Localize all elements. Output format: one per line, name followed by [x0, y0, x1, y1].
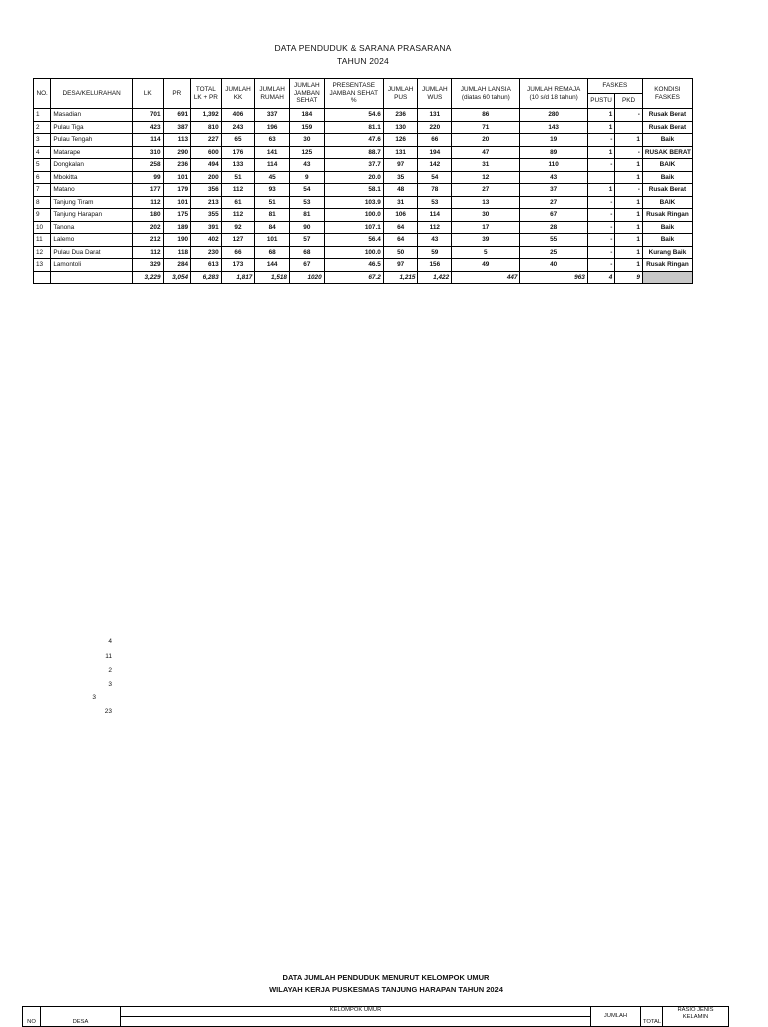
- cell-kk: 61: [221, 196, 255, 209]
- cell-pus: 130: [383, 121, 418, 134]
- cell-pkd: [615, 121, 643, 134]
- cell-rumah: 68: [255, 246, 290, 259]
- cell-pus: 236: [383, 109, 418, 122]
- stray-number: 2: [108, 667, 112, 674]
- cell-kondisi: Rusak Ringan: [642, 209, 692, 222]
- age-group-subheader: [121, 1017, 591, 1027]
- cell-total: 355: [191, 209, 222, 222]
- cell-jamban: 9: [289, 171, 324, 184]
- cell-desa: Tanona: [51, 221, 133, 234]
- cell-kk: 65: [221, 134, 255, 147]
- cell-lansia: 47: [452, 146, 520, 159]
- cell-remaja: 28: [520, 221, 587, 234]
- stray-number: 3: [92, 694, 96, 701]
- cell-kk: 112: [221, 184, 255, 197]
- cell-rumah: 196: [255, 121, 290, 134]
- header-faskes: FASKES: [587, 79, 642, 94]
- document-title: DATA PENDUDUK & SARANA PRASARANA: [274, 43, 452, 53]
- header-pkd: PKD: [615, 94, 643, 109]
- cell-no: 4: [34, 146, 51, 159]
- cell-kondisi: BAIK: [642, 159, 692, 172]
- cell-pustu: -: [587, 221, 615, 234]
- header-remaja: JUMLAH REMAJA (10 s/d 18 tahun): [520, 79, 587, 109]
- cell-pkd: 1: [615, 159, 643, 172]
- cell-wus: 194: [418, 146, 452, 159]
- stray-number: 11: [105, 653, 112, 660]
- cell-remaja: 143: [520, 121, 587, 134]
- cell-persen: 20.0: [324, 171, 383, 184]
- cell-rumah: 141: [255, 146, 290, 159]
- cell-pus: 97: [383, 259, 418, 272]
- cell-pr: 691: [163, 109, 191, 122]
- cell-jamban: 81: [289, 209, 324, 222]
- table-row: [34, 221, 693, 234]
- table-row: [34, 209, 693, 222]
- cell-rumah: 63: [255, 134, 290, 147]
- table-row: [34, 146, 693, 159]
- cell-remaja: 55: [520, 234, 587, 247]
- cell-jamban: 57: [289, 234, 324, 247]
- cell-pkd: 1: [615, 221, 643, 234]
- cell-desa: Matarape: [51, 146, 133, 159]
- cell-desa: Matano: [51, 184, 133, 197]
- cell-lk: 310: [132, 146, 163, 159]
- total-wus: 1,422: [418, 271, 452, 284]
- cell-wus: 131: [418, 109, 452, 122]
- cell-jamban: 30: [289, 134, 324, 147]
- cell-persen: 100.0: [324, 246, 383, 259]
- cell-lk: 423: [132, 121, 163, 134]
- cell-persen: 81.1: [324, 121, 383, 134]
- cell-pkd: -: [615, 109, 643, 122]
- cell-pustu: [587, 171, 615, 184]
- cell-pr: 101: [163, 171, 191, 184]
- cell-pr: 190: [163, 234, 191, 247]
- cell-pustu: 1: [587, 184, 615, 197]
- cell-total: 402: [191, 234, 222, 247]
- cell-total: 213: [191, 196, 222, 209]
- cell-lansia: 27: [452, 184, 520, 197]
- cell-lansia: 31: [452, 159, 520, 172]
- cell-lansia: 12: [452, 171, 520, 184]
- cell-pr: 175: [163, 209, 191, 222]
- cell-lk: 258: [132, 159, 163, 172]
- cell-kondisi: Rusak Ringan: [642, 259, 692, 272]
- total-pus: 1,215: [383, 271, 418, 284]
- header-jamban: JUMLAH JAMBAN SEHAT: [289, 79, 324, 109]
- cell-desa: Pulau Dua Darat: [51, 246, 133, 259]
- cell-pkd: 1: [615, 171, 643, 184]
- cell-persen: 107.1: [324, 221, 383, 234]
- cell-desa: Tanjung Harapan: [51, 209, 133, 222]
- cell-remaja: 43: [520, 171, 587, 184]
- cell-persen: 47.6: [324, 134, 383, 147]
- table-row: [34, 196, 693, 209]
- cell-total: 230: [191, 246, 222, 259]
- cell-remaja: 110: [520, 159, 587, 172]
- total-remaja: 963: [520, 271, 587, 284]
- cell-kk: 406: [221, 109, 255, 122]
- cell-pkd: 1: [615, 196, 643, 209]
- table-row: [34, 234, 693, 247]
- table-row: [34, 259, 693, 272]
- cell-kondisi: BAIK: [642, 196, 692, 209]
- cell-no: 1: [34, 109, 51, 122]
- section2-subtitle: WILAYAH KERJA PUSKESMAS TANJUNG HARAPAN TAHUN 2024: [269, 985, 503, 994]
- cell-pus: 106: [383, 209, 418, 222]
- stray-number: 4: [108, 638, 112, 645]
- cell-lansia: 17: [452, 221, 520, 234]
- cell-pustu: 1: [587, 146, 615, 159]
- cell-pustu: 1: [587, 109, 615, 122]
- cell-pus: 31: [383, 196, 418, 209]
- cell-desa: Mbokitta: [51, 171, 133, 184]
- cell-jamban: 54: [289, 184, 324, 197]
- stray-number: 3: [108, 681, 112, 688]
- cell-total: 810: [191, 121, 222, 134]
- cell-desa: Pulau Tiga: [51, 121, 133, 134]
- cell-pr: 290: [163, 146, 191, 159]
- cell-wus: 142: [418, 159, 452, 172]
- cell-jamban: 90: [289, 221, 324, 234]
- cell-persen: 54.6: [324, 109, 383, 122]
- cell-kk: 127: [221, 234, 255, 247]
- cell-persen: 58.1: [324, 184, 383, 197]
- age-header-total: TOTAL: [641, 1007, 663, 1027]
- cell-lansia: 86: [452, 109, 520, 122]
- cell-desa: Lamontoli: [51, 259, 133, 272]
- cell-total: 391: [191, 221, 222, 234]
- cell-lansia: 49: [452, 259, 520, 272]
- total-pkd: 9: [615, 271, 643, 284]
- table-row: [34, 121, 693, 134]
- cell-jamban: 67: [289, 259, 324, 272]
- header-total: TOTAL LK + PR: [191, 79, 222, 109]
- section2-title: DATA JUMLAH PENDUDUK MENURUT KELOMPOK UMUR: [282, 973, 490, 982]
- cell-lansia: 39: [452, 234, 520, 247]
- total-pr: 3,054: [163, 271, 191, 284]
- cell-jamban: 68: [289, 246, 324, 259]
- cell-rumah: 93: [255, 184, 290, 197]
- table-row: [34, 134, 693, 147]
- cell-jamban: 184: [289, 109, 324, 122]
- table-row: [34, 159, 693, 172]
- cell-pustu: -: [587, 196, 615, 209]
- population-table: [33, 78, 693, 284]
- cell-pkd: 1: [615, 234, 643, 247]
- cell-pustu: -: [587, 234, 615, 247]
- cell-kondisi: RUSAK BERAT: [642, 146, 692, 159]
- cell-wus: 43: [418, 234, 452, 247]
- cell-kondisi: Kurang Baik: [642, 246, 692, 259]
- cell-remaja: 40: [520, 259, 587, 272]
- cell-kk: 243: [221, 121, 255, 134]
- cell-lk: 99: [132, 171, 163, 184]
- cell-pustu: -: [587, 209, 615, 222]
- cell-remaja: 280: [520, 109, 587, 122]
- cell-jamban: 43: [289, 159, 324, 172]
- cell-rumah: 337: [255, 109, 290, 122]
- cell-jamban: 53: [289, 196, 324, 209]
- cell-remaja: 27: [520, 196, 587, 209]
- cell-rumah: 144: [255, 259, 290, 272]
- table-row: [34, 184, 693, 197]
- cell-desa: Masadian: [51, 109, 133, 122]
- header-pus: JUMLAH PUS: [383, 79, 418, 109]
- cell-pus: 126: [383, 134, 418, 147]
- total-persen: 67.2: [324, 271, 383, 284]
- cell-desa: Tanjung Tiram: [51, 196, 133, 209]
- total-lk: 3,229: [132, 271, 163, 284]
- total-lansia: 447: [452, 271, 520, 284]
- cell-pr: 101: [163, 196, 191, 209]
- cell-kk: 133: [221, 159, 255, 172]
- header-kk: JUMLAH KK: [221, 79, 255, 109]
- cell-pr: 118: [163, 246, 191, 259]
- cell-total: 1,392: [191, 109, 222, 122]
- cell-kk: 176: [221, 146, 255, 159]
- cell-lk: 177: [132, 184, 163, 197]
- document-year: TAHUN 2024: [337, 56, 389, 66]
- cell-rumah: 114: [255, 159, 290, 172]
- cell-kondisi: Rusak Berat: [642, 121, 692, 134]
- cell-jamban: 159: [289, 121, 324, 134]
- cell-pus: 48: [383, 184, 418, 197]
- age-header-desa: DESA: [41, 1007, 121, 1027]
- cell-no: 7: [34, 184, 51, 197]
- cell-pus: 131: [383, 146, 418, 159]
- total-kk: 1,817: [221, 271, 255, 284]
- total-rumah: 1,518: [255, 271, 290, 284]
- total-total: 6,283: [191, 271, 222, 284]
- cell-no: 11: [34, 234, 51, 247]
- header-pr: PR: [163, 79, 191, 109]
- age-header-rasio: RASIO JENIS KELAMIN: [663, 1007, 729, 1027]
- cell-jamban: 125: [289, 146, 324, 159]
- cell-total: 356: [191, 184, 222, 197]
- cell-remaja: 89: [520, 146, 587, 159]
- cell-rumah: 101: [255, 234, 290, 247]
- cell-remaja: 67: [520, 209, 587, 222]
- cell-total: 494: [191, 159, 222, 172]
- cell-no: 10: [34, 221, 51, 234]
- cell-pustu: -: [587, 159, 615, 172]
- cell-lk: 114: [132, 134, 163, 147]
- table-row: [34, 109, 693, 122]
- cell-persen: 56.4: [324, 234, 383, 247]
- cell-rumah: 81: [255, 209, 290, 222]
- total-pustu: 4: [587, 271, 615, 284]
- totals-row: [34, 271, 693, 284]
- cell-persen: 46.5: [324, 259, 383, 272]
- cell-wus: 53: [418, 196, 452, 209]
- cell-pus: 35: [383, 171, 418, 184]
- table-row: [34, 246, 693, 259]
- cell-pus: 97: [383, 159, 418, 172]
- cell-no: 12: [34, 246, 51, 259]
- cell-no: 5: [34, 159, 51, 172]
- cell-kondisi: Baik: [642, 234, 692, 247]
- cell-no: 2: [34, 121, 51, 134]
- cell-wus: 59: [418, 246, 452, 259]
- cell-pustu: 1: [587, 121, 615, 134]
- age-header-kelompok: KELOMPOK UMUR: [121, 1007, 591, 1017]
- cell-lk: 202: [132, 221, 163, 234]
- cell-pkd: 1: [615, 134, 643, 147]
- cell-total: 200: [191, 171, 222, 184]
- cell-wus: 220: [418, 121, 452, 134]
- cell-rumah: 45: [255, 171, 290, 184]
- cell-persen: 100.0: [324, 209, 383, 222]
- cell-kondisi: Baik: [642, 134, 692, 147]
- cell-wus: 114: [418, 209, 452, 222]
- cell-pustu: -: [587, 246, 615, 259]
- cell-desa: Pulau Tengah: [51, 134, 133, 147]
- cell-lk: 329: [132, 259, 163, 272]
- header-pustu: PUSTU: [587, 94, 615, 109]
- cell-lk: 701: [132, 109, 163, 122]
- cell-kondisi: Rusak Berat: [642, 109, 692, 122]
- cell-pr: 179: [163, 184, 191, 197]
- cell-total: 227: [191, 134, 222, 147]
- cell-lansia: 20: [452, 134, 520, 147]
- cell-persen: 88.7: [324, 146, 383, 159]
- header-kondisi: KONDISI FASKES: [642, 79, 692, 109]
- cell-desa: Lalemo: [51, 234, 133, 247]
- cell-pkd: -: [615, 184, 643, 197]
- cell-pr: 113: [163, 134, 191, 147]
- cell-persen: 103.9: [324, 196, 383, 209]
- cell-no: 3: [34, 134, 51, 147]
- cell-no: 9: [34, 209, 51, 222]
- cell-total: 613: [191, 259, 222, 272]
- cell-kk: 173: [221, 259, 255, 272]
- cell-kk: 66: [221, 246, 255, 259]
- age-header-no: NO: [23, 1007, 41, 1027]
- cell-pkd: 1: [615, 209, 643, 222]
- cell-kk: 112: [221, 209, 255, 222]
- cell-lk: 112: [132, 196, 163, 209]
- cell-wus: 112: [418, 221, 452, 234]
- cell-pus: 64: [383, 234, 418, 247]
- cell-no: 8: [34, 196, 51, 209]
- cell-no: 13: [34, 259, 51, 272]
- header-desa: DESA/KELURAHAN: [51, 79, 133, 109]
- cell-wus: 156: [418, 259, 452, 272]
- cell-rumah: 51: [255, 196, 290, 209]
- cell-rumah: 84: [255, 221, 290, 234]
- cell-desa: Dongkalan: [51, 159, 133, 172]
- cell-pr: 189: [163, 221, 191, 234]
- cell-pustu: -: [587, 134, 615, 147]
- cell-lansia: 71: [452, 121, 520, 134]
- header-no: NO.: [34, 79, 51, 109]
- header-persen: PRESENTASE JAMBAN SEHAT %: [324, 79, 383, 109]
- total-kondisi-shaded: [642, 271, 692, 284]
- cell-lansia: 30: [452, 209, 520, 222]
- cell-pkd: 1: [615, 259, 643, 272]
- cell-remaja: 37: [520, 184, 587, 197]
- table-row: [34, 171, 693, 184]
- cell-lk: 180: [132, 209, 163, 222]
- cell-pustu: -: [587, 259, 615, 272]
- cell-kk: 51: [221, 171, 255, 184]
- cell-pus: 64: [383, 221, 418, 234]
- header-wus: JUMLAH WUS: [418, 79, 452, 109]
- age-header-jumlah: JUMLAH: [591, 1007, 641, 1027]
- header-lk: LK: [132, 79, 163, 109]
- cell-pr: 284: [163, 259, 191, 272]
- header-rumah: JUMLAH RUMAH: [255, 79, 290, 109]
- cell-wus: 66: [418, 134, 452, 147]
- cell-wus: 54: [418, 171, 452, 184]
- cell-lk: 212: [132, 234, 163, 247]
- cell-pr: 236: [163, 159, 191, 172]
- cell-kondisi: Rusak Berat: [642, 184, 692, 197]
- cell-lk: 112: [132, 246, 163, 259]
- cell-kk: 92: [221, 221, 255, 234]
- cell-pr: 387: [163, 121, 191, 134]
- cell-remaja: 25: [520, 246, 587, 259]
- cell-persen: 37.7: [324, 159, 383, 172]
- cell-kondisi: Baik: [642, 171, 692, 184]
- stray-number: 23: [104, 708, 112, 715]
- total-jamban: 1020: [289, 271, 324, 284]
- cell-lansia: 13: [452, 196, 520, 209]
- cell-lansia: 5: [452, 246, 520, 259]
- cell-kondisi: Baik: [642, 221, 692, 234]
- cell-remaja: 19: [520, 134, 587, 147]
- cell-pkd: 1: [615, 246, 643, 259]
- header-lansia: JUMLAH LANSIA (diatas 60 tahun): [452, 79, 520, 109]
- cell-no: 6: [34, 171, 51, 184]
- cell-pkd: -: [615, 146, 643, 159]
- cell-wus: 78: [418, 184, 452, 197]
- cell-pus: 50: [383, 246, 418, 259]
- cell-total: 600: [191, 146, 222, 159]
